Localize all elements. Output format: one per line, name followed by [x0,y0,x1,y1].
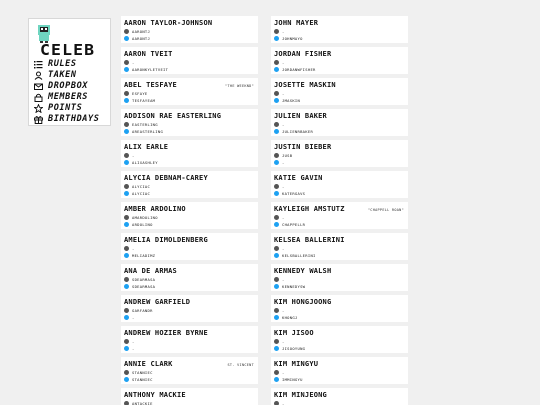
member-alias: "CHAPPELL ROAN" [367,208,404,212]
instagram-row [274,90,285,97]
member-card [271,388,408,405]
twitter-icon [124,67,129,72]
member-card [271,47,408,74]
twitter-handle[interactable]: ALIXASHLEY [132,159,158,165]
instagram-icon [274,370,279,375]
twitter-icon [124,222,129,227]
member-name: ANDREW GARFIELD [124,298,191,306]
instagram-handle[interactable]: - [282,338,285,344]
instagram-handle[interactable]: - [282,307,285,313]
instagram-row [274,307,285,314]
member-name: ANA DE ARMAS [124,267,177,275]
instagram-icon [124,60,129,65]
twitter-row [124,283,155,290]
member-card [121,171,258,198]
user-icon [34,71,43,80]
twitter-handle[interactable]: IMMINGYU [282,376,303,382]
member-card [271,140,408,167]
twitter-handle[interactable]: KATERGAVS [282,190,306,196]
member-name: AARON TVEIT [124,50,173,58]
instagram-icon [124,401,129,405]
twitter-icon [124,377,129,382]
twitter-icon [274,315,279,320]
nav-item-label: DROPBOX [48,81,89,91]
instagram-handle[interactable]: ANTACKIE [132,400,153,405]
twitter-row [274,221,305,228]
instagram-handle[interactable]: - [282,245,285,251]
member-name: KIM HONGJOONG [274,298,332,306]
instagram-row [124,307,153,314]
instagram-icon [124,29,129,34]
twitter-icon [124,253,129,258]
instagram-handle[interactable]: - [282,90,285,96]
twitter-handle[interactable]: KENNEDYSW [282,283,306,289]
instagram-row [124,338,135,345]
member-name: ANTHONY MACKIE [124,391,186,399]
twitter-handle[interactable]: - [132,314,135,320]
twitter-row [124,252,155,259]
twitter-icon [124,129,129,134]
twitter-row [124,128,163,135]
twitter-icon [274,346,279,351]
instagram-icon [124,339,129,344]
member-card [121,78,258,105]
twitter-row [274,252,316,259]
twitter-handle[interactable]: CHAPPELLR [282,221,306,227]
instagram-row [274,245,285,252]
instagram-row [124,214,158,221]
main-nav [34,59,110,125]
nav-item-label: RULES [48,59,77,69]
member-name: KENNEDY WALSH [274,267,332,275]
nav-item-label: BIRTHDAYS [48,114,100,124]
instagram-handle[interactable]: STANNIEC [132,369,153,375]
twitter-handle[interactable]: KELSBALLERINI [282,252,316,258]
member-card [121,202,258,229]
twitter-icon [124,98,129,103]
instagram-icon [274,60,279,65]
twitter-handle[interactable]: TESFAYEAM [132,97,156,103]
twitter-handle[interactable]: MELIADIMZ [132,252,156,258]
list-icon [34,60,43,69]
member-card [121,140,258,167]
twitter-handle[interactable]: JULIENRBAKER [282,128,314,134]
instagram-handle[interactable]: - [132,59,135,65]
instagram-handle[interactable]: GARFANDR [132,307,153,313]
instagram-row [274,369,285,376]
member-name: JORDAN FISHER [274,50,332,58]
instagram-icon [274,401,279,405]
twitter-row [274,159,285,166]
instagram-icon [274,184,279,189]
twitter-row [274,128,313,135]
instagram-row [274,214,285,221]
instagram-row [124,369,153,376]
instagram-icon [274,308,279,313]
member-card [121,295,258,322]
member-card [271,171,408,198]
twitter-icon [274,253,279,258]
member-name: ABEL TESFAYE [124,81,177,89]
member-card [271,264,408,291]
twitter-icon [124,36,129,41]
twitter-icon [274,36,279,41]
instagram-row [274,121,285,128]
instagram-icon [274,153,279,158]
twitter-icon [124,315,129,320]
nav-item-label: MEMBERS [48,92,89,102]
instagram-handle[interactable]: JUSB [282,152,293,158]
instagram-icon [274,215,279,220]
twitter-row [124,345,135,352]
instagram-icon [124,370,129,375]
twitter-icon [274,191,279,196]
member-name: ALYCIA DEBNAM-CAREY [124,174,208,182]
member-card [121,357,258,384]
twitter-icon [274,129,279,134]
member-name: KIM MINGYU [274,360,319,368]
twitter-row [274,376,303,383]
instagram-handle[interactable]: - [282,28,285,34]
twitter-handle[interactable]: ALYCIAC [132,190,151,196]
instagram-row [274,183,285,190]
twitter-handle[interactable]: AREASTERLING [132,128,164,134]
instagram-icon [274,277,279,282]
member-column-right [271,16,408,405]
instagram-icon [274,91,279,96]
instagram-handle[interactable]: EASTERLING [132,121,158,127]
twitter-handle[interactable]: JISOOYUNG [282,345,306,351]
twitter-handle[interactable]: - [132,345,135,351]
instagram-row [124,152,135,159]
twitter-handle[interactable]: AARONKYLETVEIT [132,66,169,72]
twitter-icon [274,284,279,289]
member-card [121,326,258,353]
member-name: KIM MINJEONG [274,391,327,399]
twitter-icon [124,284,129,289]
instagram-icon [124,184,129,189]
member-card [121,47,258,74]
twitter-icon [124,191,129,196]
instagram-handle[interactable]: - [282,400,285,405]
instagram-icon [124,215,129,220]
twitter-icon [274,160,279,165]
member-card [121,109,258,136]
instagram-handle[interactable]: AMARDOLINO [132,214,158,220]
instagram-row [124,59,135,66]
member-name: AARON TAYLOR-JOHNSON [124,19,213,27]
member-name: ANDREW HOZIER BYRNE [124,329,208,337]
member-name: KIM JISOO [274,329,314,337]
instagram-icon [274,122,279,127]
instagram-row [274,400,285,405]
instagram-icon [274,246,279,251]
member-alias: ST. VINCENT [227,363,254,367]
instagram-icon [124,153,129,158]
instagram-handle[interactable]: - [282,121,285,127]
twitter-row [274,35,303,42]
twitter-row [274,314,298,321]
member-name: KATIE GAVIN [274,174,323,182]
instagram-row [124,183,150,190]
member-card [121,264,258,291]
member-card [271,16,408,43]
instagram-handle[interactable]: - [282,59,285,65]
sidebar [28,18,111,126]
member-column-left [121,16,258,405]
instagram-icon [124,246,129,251]
member-name: AMBER ARDOLINO [124,205,186,213]
gift-icon [34,115,43,124]
instagram-row [124,90,148,97]
member-name: ALIX EARLE [124,143,169,151]
instagram-handle[interactable]: - [282,214,285,220]
instagram-row [124,276,155,283]
instagram-icon [124,308,129,313]
logo-text: CELEB [40,41,96,59]
twitter-icon [124,346,129,351]
member-name: JUSTIN BIEBER [274,143,332,151]
member-card [121,16,258,43]
twitter-row [124,159,158,166]
member-name: KELSEA BALLERINI [274,236,345,244]
twitter-row [124,376,153,383]
member-name: JULIEN BAKER [274,112,327,120]
instagram-handle[interactable]: AARONTJ [132,28,151,34]
twitter-handle[interactable]: KHONGJ [282,314,298,320]
instagram-row [124,121,158,128]
member-card [271,233,408,260]
twitter-handle[interactable]: AARONTJ [132,35,151,41]
member-card [271,326,408,353]
instagram-icon [274,29,279,34]
twitter-row [124,35,150,42]
instagram-row [124,28,150,35]
instagram-icon [124,122,129,127]
twitter-row [274,190,305,197]
nav-item-points[interactable] [34,103,110,114]
instagram-handle[interactable]: ALYCIAC [132,183,151,189]
twitter-handle[interactable]: STANNIEC [132,376,153,382]
member-name: JOHN MAYER [274,19,319,27]
instagram-row [274,28,285,35]
instagram-handle[interactable]: - [132,152,135,158]
instagram-row [124,400,153,405]
member-card [271,202,408,229]
twitter-handle[interactable]: SDEARMASA [132,283,156,289]
nav-item-rules[interactable] [34,59,110,70]
twitter-handle[interactable]: JORDANWFISHER [282,66,316,72]
nav-item-label: POINTS [48,103,83,113]
instagram-handle[interactable]: - [282,183,285,189]
twitter-row [124,314,135,321]
member-card [271,109,408,136]
member-name: AMELIA DIMOLDENBERG [124,236,208,244]
instagram-handle[interactable]: - [132,245,135,251]
mail-icon [34,82,43,91]
twitter-icon [274,67,279,72]
twitter-icon [124,160,129,165]
lock-icon [34,93,43,102]
instagram-row [274,59,285,66]
star-icon [34,104,43,113]
nav-item-taken[interactable] [34,70,110,81]
nav-item-label: TAKEN [48,70,77,80]
instagram-handle[interactable]: - [282,369,285,375]
nav-item-birthdays[interactable] [34,114,110,125]
member-card [271,78,408,105]
twitter-row [124,66,168,73]
twitter-handle[interactable]: ARDOLINO [132,221,153,227]
instagram-handle[interactable]: ESFAYE [132,90,148,96]
instagram-icon [274,339,279,344]
instagram-handle[interactable]: - [132,338,135,344]
twitter-handle[interactable]: JMASKIN [282,97,301,103]
twitter-icon [274,222,279,227]
twitter-row [124,221,153,228]
nav-item-dropbox[interactable] [34,81,110,92]
member-name: JOSETTE MASKIN [274,81,336,89]
member-card [121,388,258,405]
twitter-icon [274,98,279,103]
member-card [121,233,258,260]
instagram-handle[interactable]: - [282,276,285,282]
member-name: KAYLEIGH AMSTUTZ [274,205,345,213]
member-alias: "THE WEEKND" [225,84,254,88]
twitter-icon [274,377,279,382]
instagram-icon [124,277,129,282]
twitter-handle[interactable]: - [282,159,285,165]
twitter-row [124,97,155,104]
member-name: ADDISON RAE EASTERLING [124,112,222,120]
site-logo[interactable] [38,25,96,59]
twitter-row [274,66,316,73]
twitter-row [124,190,150,197]
instagram-handle[interactable]: SDEARMASA [132,276,156,282]
instagram-row [124,245,135,252]
member-name: ANNIE CLARK [124,360,173,368]
instagram-row [274,338,285,345]
instagram-icon [124,91,129,96]
nav-item-members[interactable] [34,92,110,103]
twitter-row [274,97,300,104]
twitter-row [274,345,305,352]
twitter-row [274,283,305,290]
member-card [271,295,408,322]
twitter-handle[interactable]: JOHNMAYO [282,35,303,41]
member-card [271,357,408,384]
instagram-row [274,276,285,283]
instagram-row [274,152,292,159]
